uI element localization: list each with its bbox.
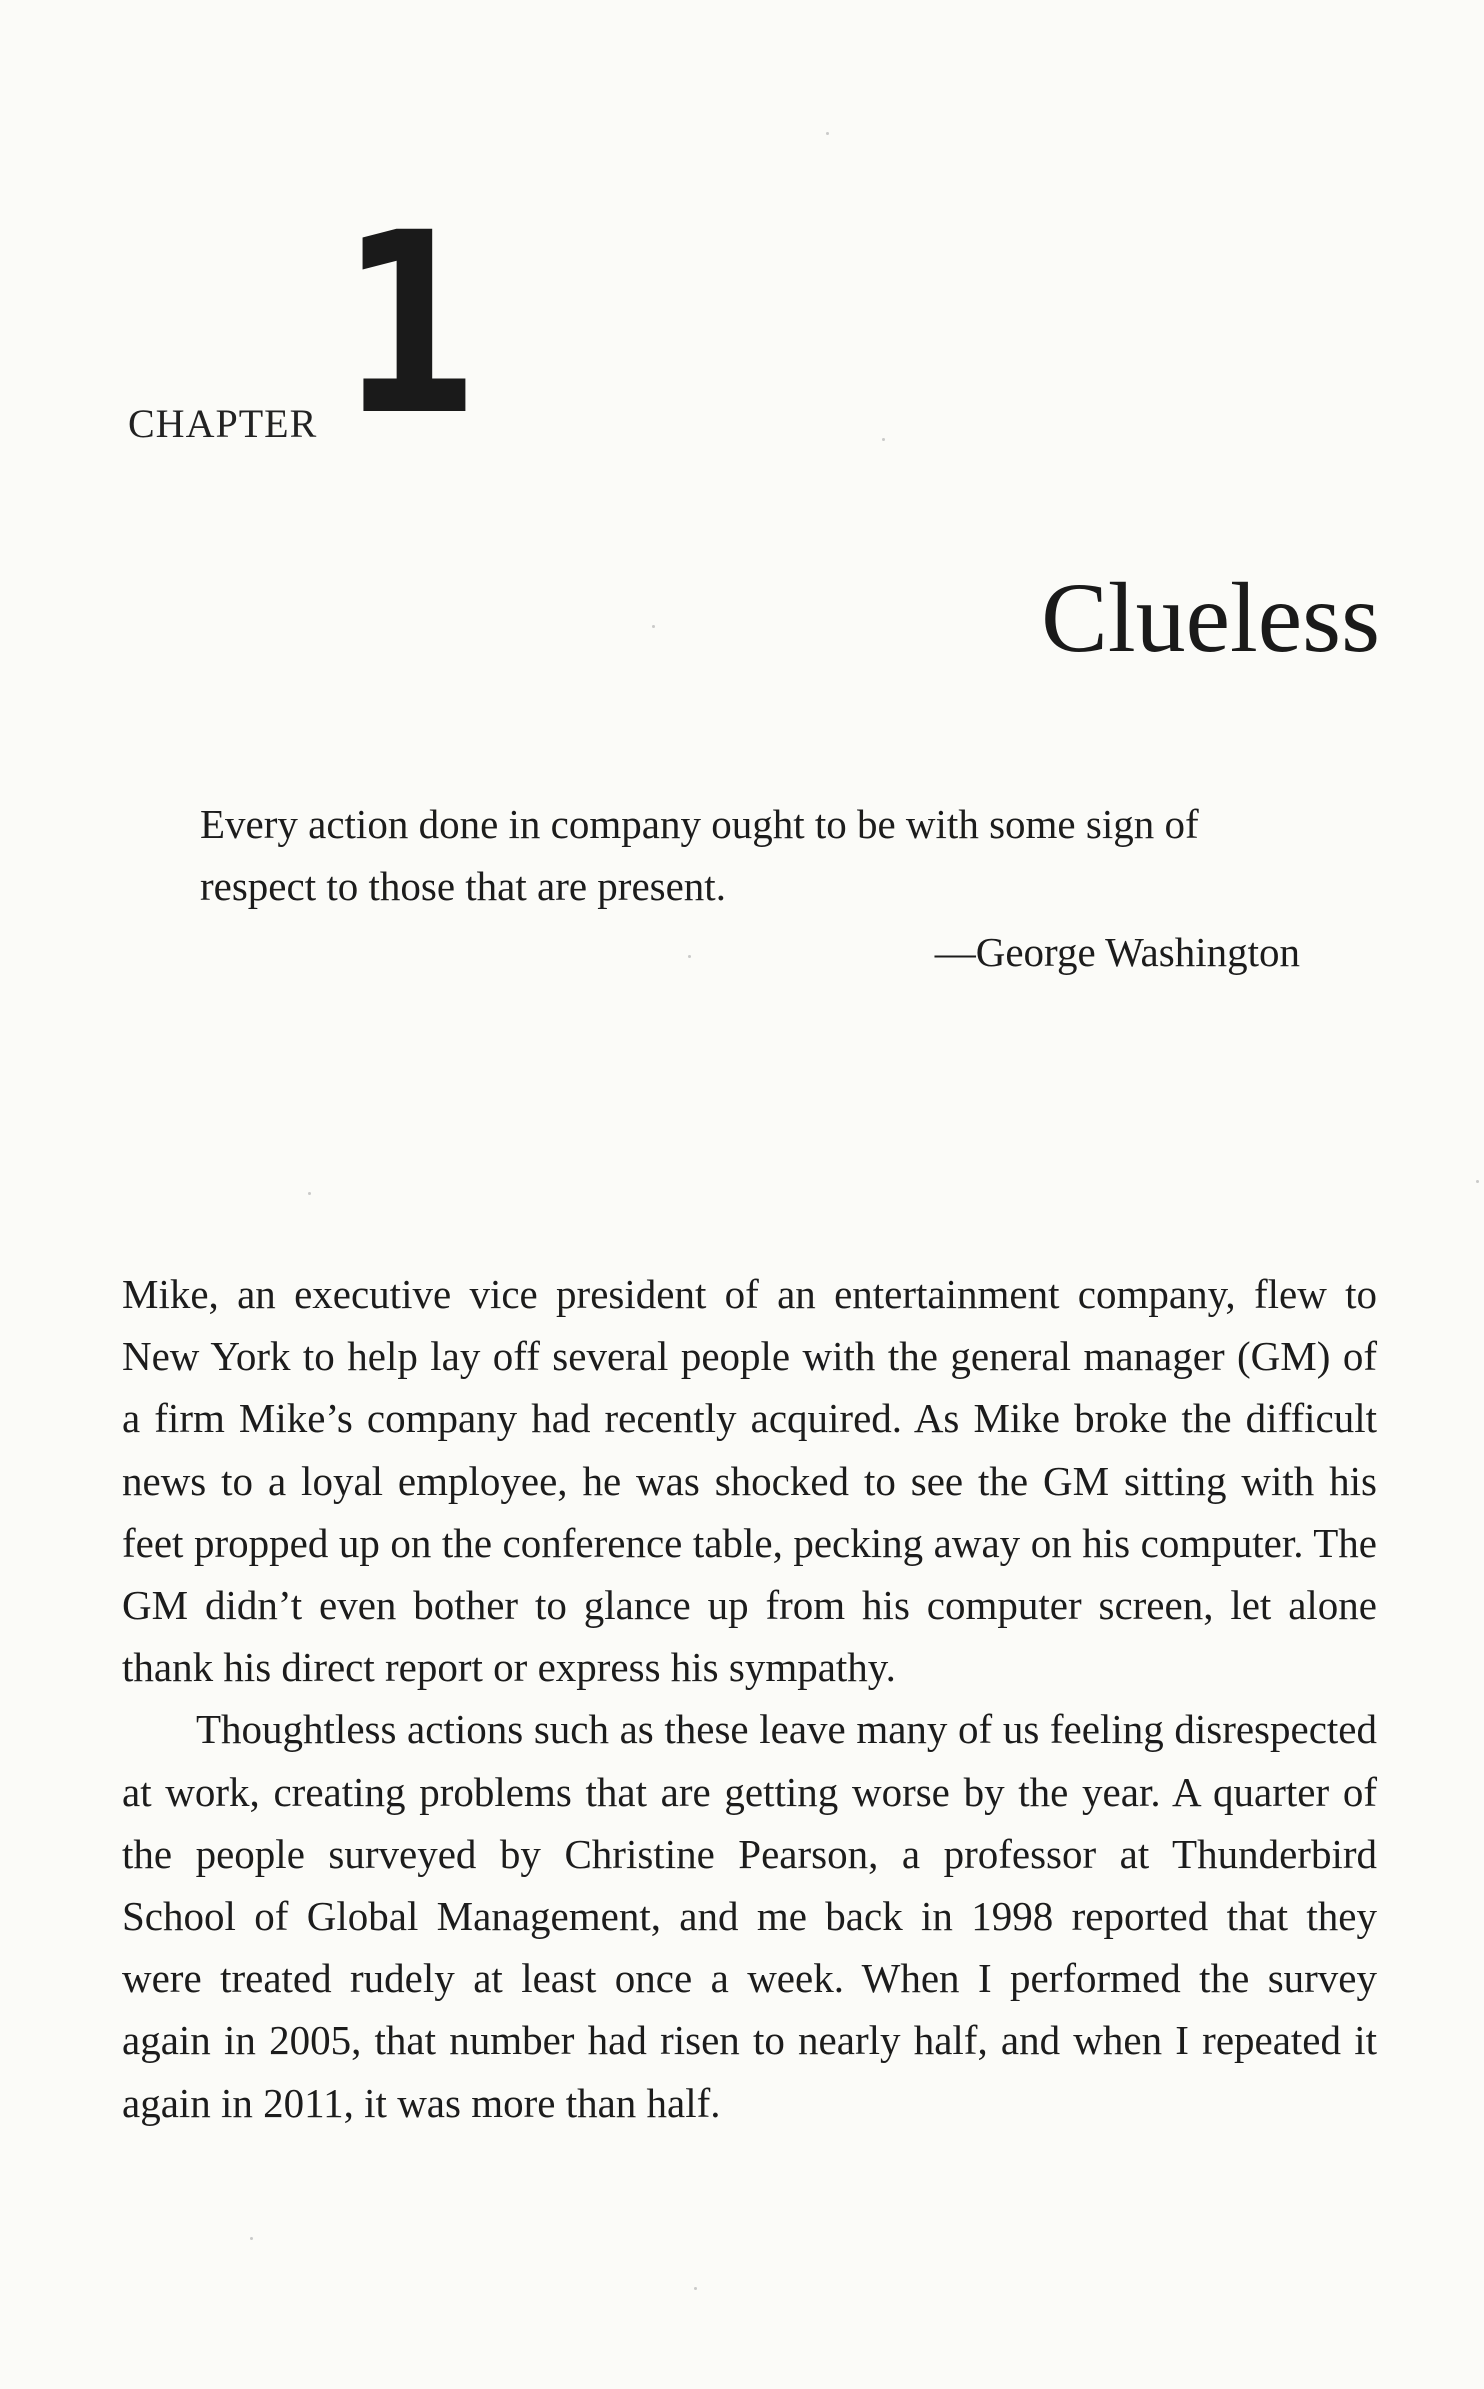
epigraph-quote: Every action done in company ought to be with some sign of respect to those that are present. [200,801,1199,909]
scan-speck [826,132,829,135]
chapter-number: 1 [340,179,480,470]
body-text [122,1263,1377,2134]
epigraph [200,793,1310,983]
chapter-label: CHAPTER [128,401,318,446]
paragraph: Mike, an executive vice president of an entertainment company, flew to New York to help lay off several people with the general manager (GM) of a firm Mike’s company had recently acquired. As Mike broke the difficult news to a loyal employee, he was shocked to see the GM sitting with his feet propped up on the conference table, pecking away on his computer. The GM didn’t even bother to glance up from his computer screen, let alone thank his direct report or express his sympathy. [122,1271,1377,1691]
scan-speck [882,438,885,441]
scan-speck [250,2237,253,2240]
scan-speck [688,955,691,958]
epigraph-attribution: —George Washington [934,929,1300,975]
scan-speck [694,2287,697,2290]
paragraph: Thoughtless actions such as these leave many of us feeling disrespected at work, creating problems that are getting worse by the year. A quarter of the people surveyed by Christine Pearson, a professor at Thunderbird School of Global Management, and me back in 1998 reported that they were treated rudely at least once a week. When I performed the survey again in 2005, that number had risen to nearly half, and when I repeated it again in 2011, it was more than half. [122,1706,1377,2126]
scan-speck [1476,1180,1479,1183]
scan-speck [652,625,655,628]
scan-speck [308,1192,311,1195]
chapter-title: Clueless [1041,562,1380,673]
